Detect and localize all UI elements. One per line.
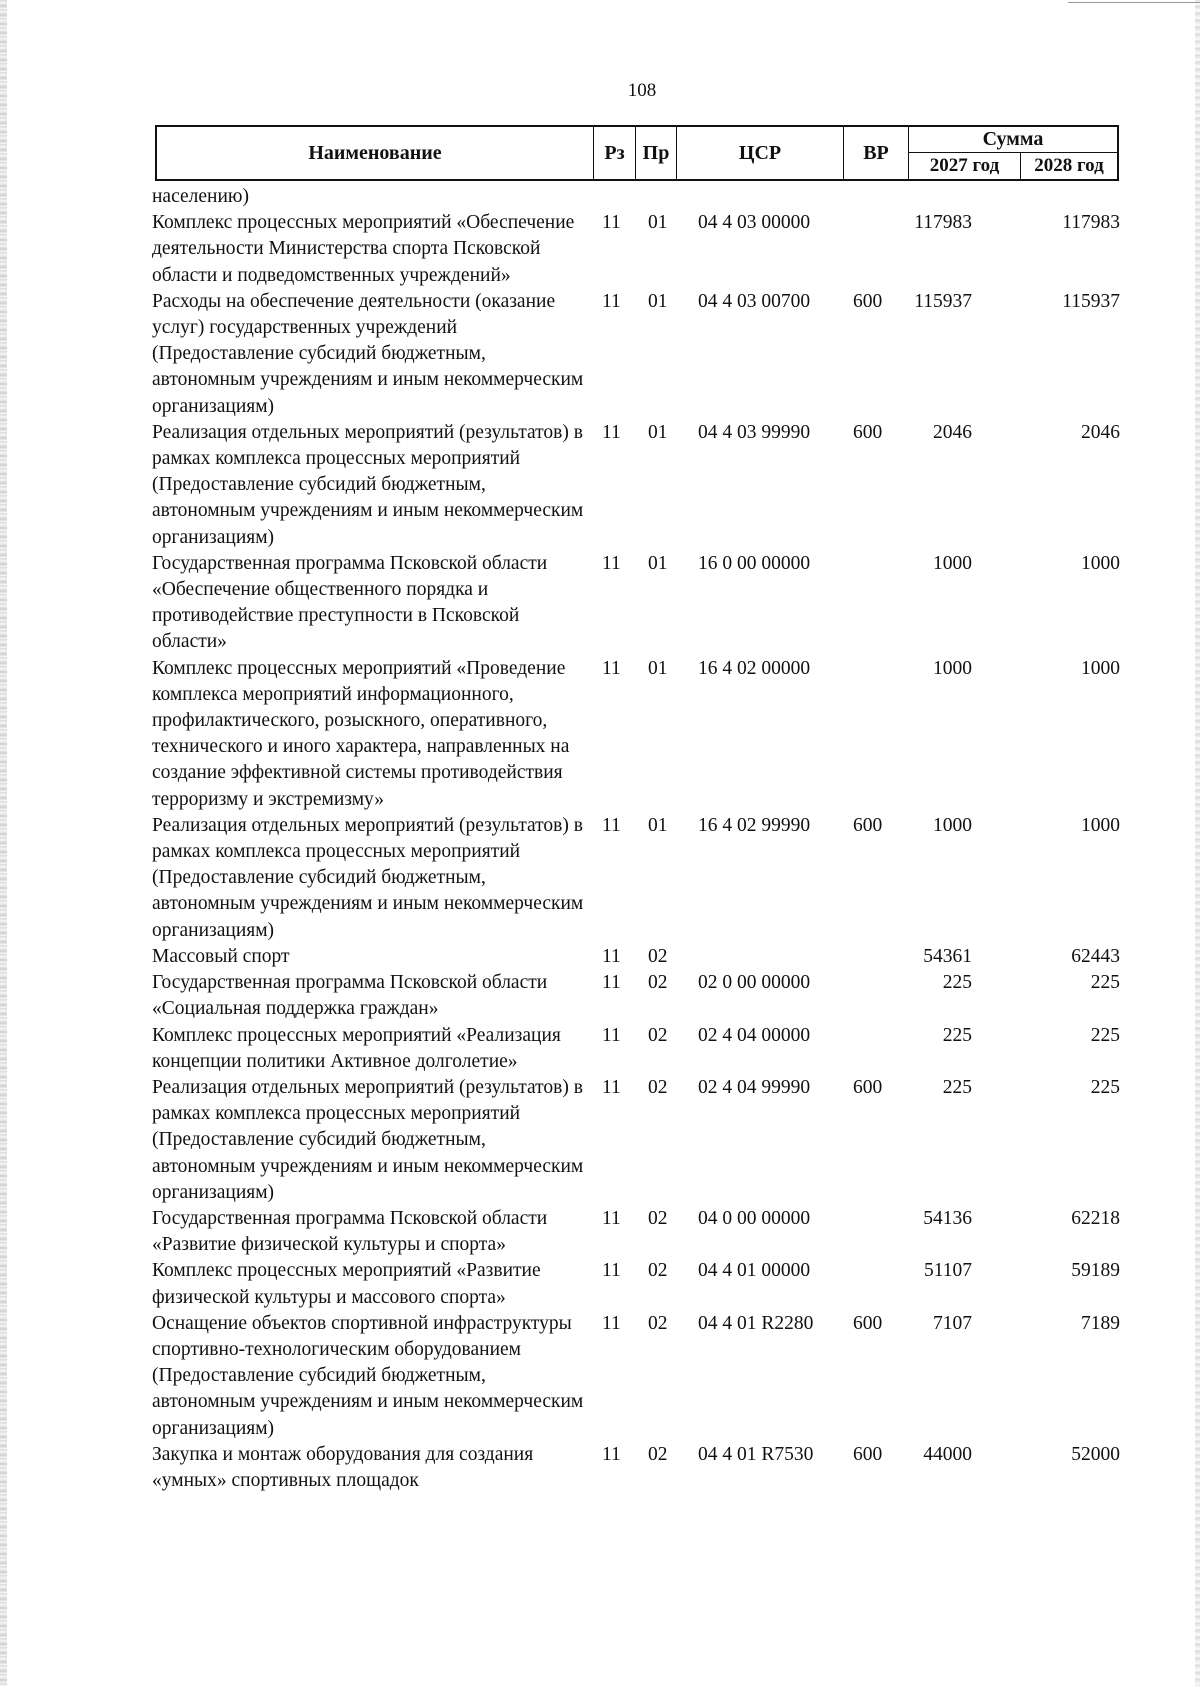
row-rz: 11	[602, 1312, 621, 1334]
table-row	[152, 944, 1122, 970]
table-row	[152, 1023, 1122, 1075]
table-row	[152, 210, 1122, 289]
table-row	[152, 1258, 1122, 1310]
row-name: Комплекс процессных мероприятий «Обеспечение деятельности Министерства спорта Псковской области и подведомственных учреждений»	[152, 212, 575, 286]
row-vr: 600	[853, 1443, 883, 1465]
table-row	[152, 813, 1122, 944]
row-name: Реализация отдельных мероприятий (результатов) в рамках комплекса процессных мероприятий (Предоставление субсидий бюджетным, автономным учреждениям и иным некоммерческим организациям)	[152, 1076, 584, 1203]
header-year-2028: 2028 год	[1034, 155, 1104, 176]
row-rz: 11	[602, 552, 621, 574]
row-sum-2027: 54136	[923, 1207, 972, 1229]
header-csr: ЦСР	[677, 127, 844, 179]
row-sum-2027: 225	[942, 1024, 972, 1046]
row-csr: 16 0 00 00000	[698, 552, 811, 574]
row-name: Государственная программа Псковской области «Развитие физической культуры и спорта»	[152, 1207, 548, 1256]
header-pr: Пр	[636, 127, 677, 179]
row-sum-2027: 7107	[933, 1312, 972, 1334]
row-rz: 11	[602, 814, 621, 836]
row-rz: 11	[602, 1443, 621, 1465]
row-rz: 11	[602, 972, 621, 994]
row-sum-2027: 1000	[933, 552, 972, 574]
row-sum-2028: 1000	[1081, 552, 1120, 574]
row-sum-2027: 225	[942, 1076, 972, 1098]
header-name: Наименование	[157, 127, 594, 179]
row-name: Оснащение объектов спортивной инфраструктуры спортивно-технологическим оборудованием (Предоставление субсидий бюджетным, автономным учреждениям и иным некоммерческим организациям)	[152, 1312, 584, 1439]
row-sum-2028: 225	[1090, 1076, 1120, 1098]
row-sum-2028: 115937	[1062, 290, 1120, 312]
row-vr: 600	[853, 290, 883, 312]
scan-edge-right	[1195, 0, 1200, 1686]
row-name: Расходы на обеспечение деятельности (оказание услуг) государственных учреждений (Предоставление субсидий бюджетным, автономным учреждениям и иным некоммерческим организациям)	[152, 290, 584, 417]
row-vr: 600	[853, 421, 883, 443]
row-csr: 04 0 00 00000	[698, 1207, 811, 1229]
row-name: Государственная программа Псковской области «Социальная поддержка граждан»	[152, 972, 548, 1020]
row-sum-2028: 1000	[1081, 657, 1120, 679]
row-rz: 11	[602, 1024, 621, 1046]
row-sum-2027: 225	[942, 972, 972, 994]
row-name: Комплекс процессных мероприятий «Реализация концепции политики Активное долголетие»	[152, 1024, 561, 1072]
row-rz: 11	[602, 945, 621, 967]
row-pr: 02	[648, 1207, 668, 1229]
row-sum-2028: 62443	[1071, 945, 1120, 967]
row-sum-2027: 115937	[914, 290, 972, 312]
scan-line-top	[1068, 2, 1200, 3]
row-sum-2028: 52000	[1071, 1443, 1120, 1465]
header-year-2027: 2027 год	[909, 153, 1021, 179]
row-sum-2027: 2046	[933, 421, 972, 443]
row-name: Закупка и монтаж оборудования для создания «умных» спортивных площадок	[152, 1443, 534, 1491]
row-pr: 02	[648, 1024, 668, 1046]
table-row	[152, 656, 1122, 813]
row-pr: 02	[648, 945, 668, 967]
table-row	[152, 1206, 1122, 1258]
row-sum-2027: 51107	[923, 1260, 972, 1282]
row-sum-2028: 7189	[1081, 1312, 1120, 1334]
row-pr: 01	[648, 657, 668, 679]
row-name: Реализация отдельных мероприятий (результатов) в рамках комплекса процессных мероприятий (Предоставление субсидий бюджетным, автономным учреждениям и иным некоммерческим организациям)	[152, 814, 584, 941]
row-sum-2028: 117983	[1062, 212, 1120, 234]
row-rz: 11	[602, 290, 621, 312]
row-name: Комплекс процессных мероприятий «Развитие физической культуры и массового спорта»	[152, 1260, 541, 1308]
table-row	[152, 289, 1122, 420]
row-pr: 02	[648, 1076, 668, 1098]
table-row	[152, 1075, 1122, 1206]
row-name: Комплекс процессных мероприятий «Проведение комплекса мероприятий информационного, профилактического, розыскного, оперативного, технического и иного характера, направленных на создание эффективной системы противодействия терроризму и экстремизму»	[152, 657, 570, 810]
row-csr: 02 4 04 99990	[698, 1076, 811, 1098]
row-csr: 04 4 03 99990	[698, 421, 811, 443]
row-name: Государственная программа Псковской области «Обеспечение общественного порядка и противодействие преступности в Псковской области»	[152, 552, 548, 653]
row-csr: 16 4 02 99990	[698, 814, 811, 836]
table-row	[152, 1311, 1122, 1442]
row-pr: 01	[648, 290, 668, 312]
row-pr: 01	[648, 552, 668, 574]
row-sum-2028: 62218	[1071, 1207, 1120, 1229]
row-rz: 11	[602, 212, 621, 234]
table-row	[152, 184, 1122, 210]
row-sum-2028: 59189	[1071, 1260, 1120, 1282]
row-pr: 01	[648, 814, 668, 836]
row-rz: 11	[602, 1207, 621, 1229]
row-pr: 02	[648, 1312, 668, 1334]
row-sum-2027: 117983	[914, 212, 972, 234]
row-sum-2027: 44000	[923, 1443, 972, 1465]
row-vr: 600	[853, 814, 883, 836]
row-csr: 04 4 03 00000	[698, 212, 811, 234]
table-row	[152, 1442, 1122, 1494]
table-row	[152, 970, 1122, 1022]
table-row	[152, 551, 1122, 656]
row-name: населению)	[152, 186, 249, 207]
row-pr: 02	[648, 1260, 668, 1282]
row-rz: 11	[602, 421, 621, 443]
row-csr: 02 0 00 00000	[698, 972, 811, 994]
row-sum-2027: 1000	[933, 657, 972, 679]
row-vr: 600	[853, 1312, 883, 1334]
row-csr: 04 4 01 R2280	[698, 1312, 814, 1334]
row-csr: 04 4 01 R7530	[698, 1443, 814, 1465]
row-csr: 04 4 03 00700	[698, 290, 811, 312]
header-rz: Рз	[594, 127, 636, 179]
header-vr: ВР	[844, 127, 909, 179]
row-pr: 02	[648, 1443, 668, 1465]
row-pr: 01	[648, 212, 668, 234]
row-sum-2027: 1000	[933, 814, 972, 836]
row-sum-2028: 225	[1090, 972, 1120, 994]
page-number: 108	[627, 80, 657, 101]
row-sum-2027: 54361	[923, 945, 972, 967]
row-pr: 01	[648, 421, 668, 443]
row-rz: 11	[602, 657, 621, 679]
row-sum-2028: 2046	[1081, 421, 1120, 443]
row-sum-2028: 1000	[1081, 814, 1120, 836]
row-name: Массовый спорт	[152, 945, 290, 967]
row-name: Реализация отдельных мероприятий (результатов) в рамках комплекса процессных мероприятий (Предоставление субсидий бюджетным, автономным учреждениям и иным некоммерческим организациям)	[152, 421, 584, 548]
table-header	[155, 125, 1119, 181]
header-sum: Сумма	[909, 127, 1117, 153]
table-body	[152, 184, 1122, 1494]
row-pr: 02	[648, 972, 668, 994]
row-csr: 02 4 04 00000	[698, 1024, 811, 1046]
table-row	[152, 420, 1122, 551]
row-vr: 600	[853, 1076, 883, 1098]
row-rz: 11	[602, 1260, 621, 1282]
row-csr: 16 4 02 00000	[698, 657, 811, 679]
scan-edge-left	[0, 0, 7, 1686]
row-sum-2028: 225	[1090, 1024, 1120, 1046]
row-csr: 04 4 01 00000	[698, 1260, 811, 1282]
row-rz: 11	[602, 1076, 621, 1098]
